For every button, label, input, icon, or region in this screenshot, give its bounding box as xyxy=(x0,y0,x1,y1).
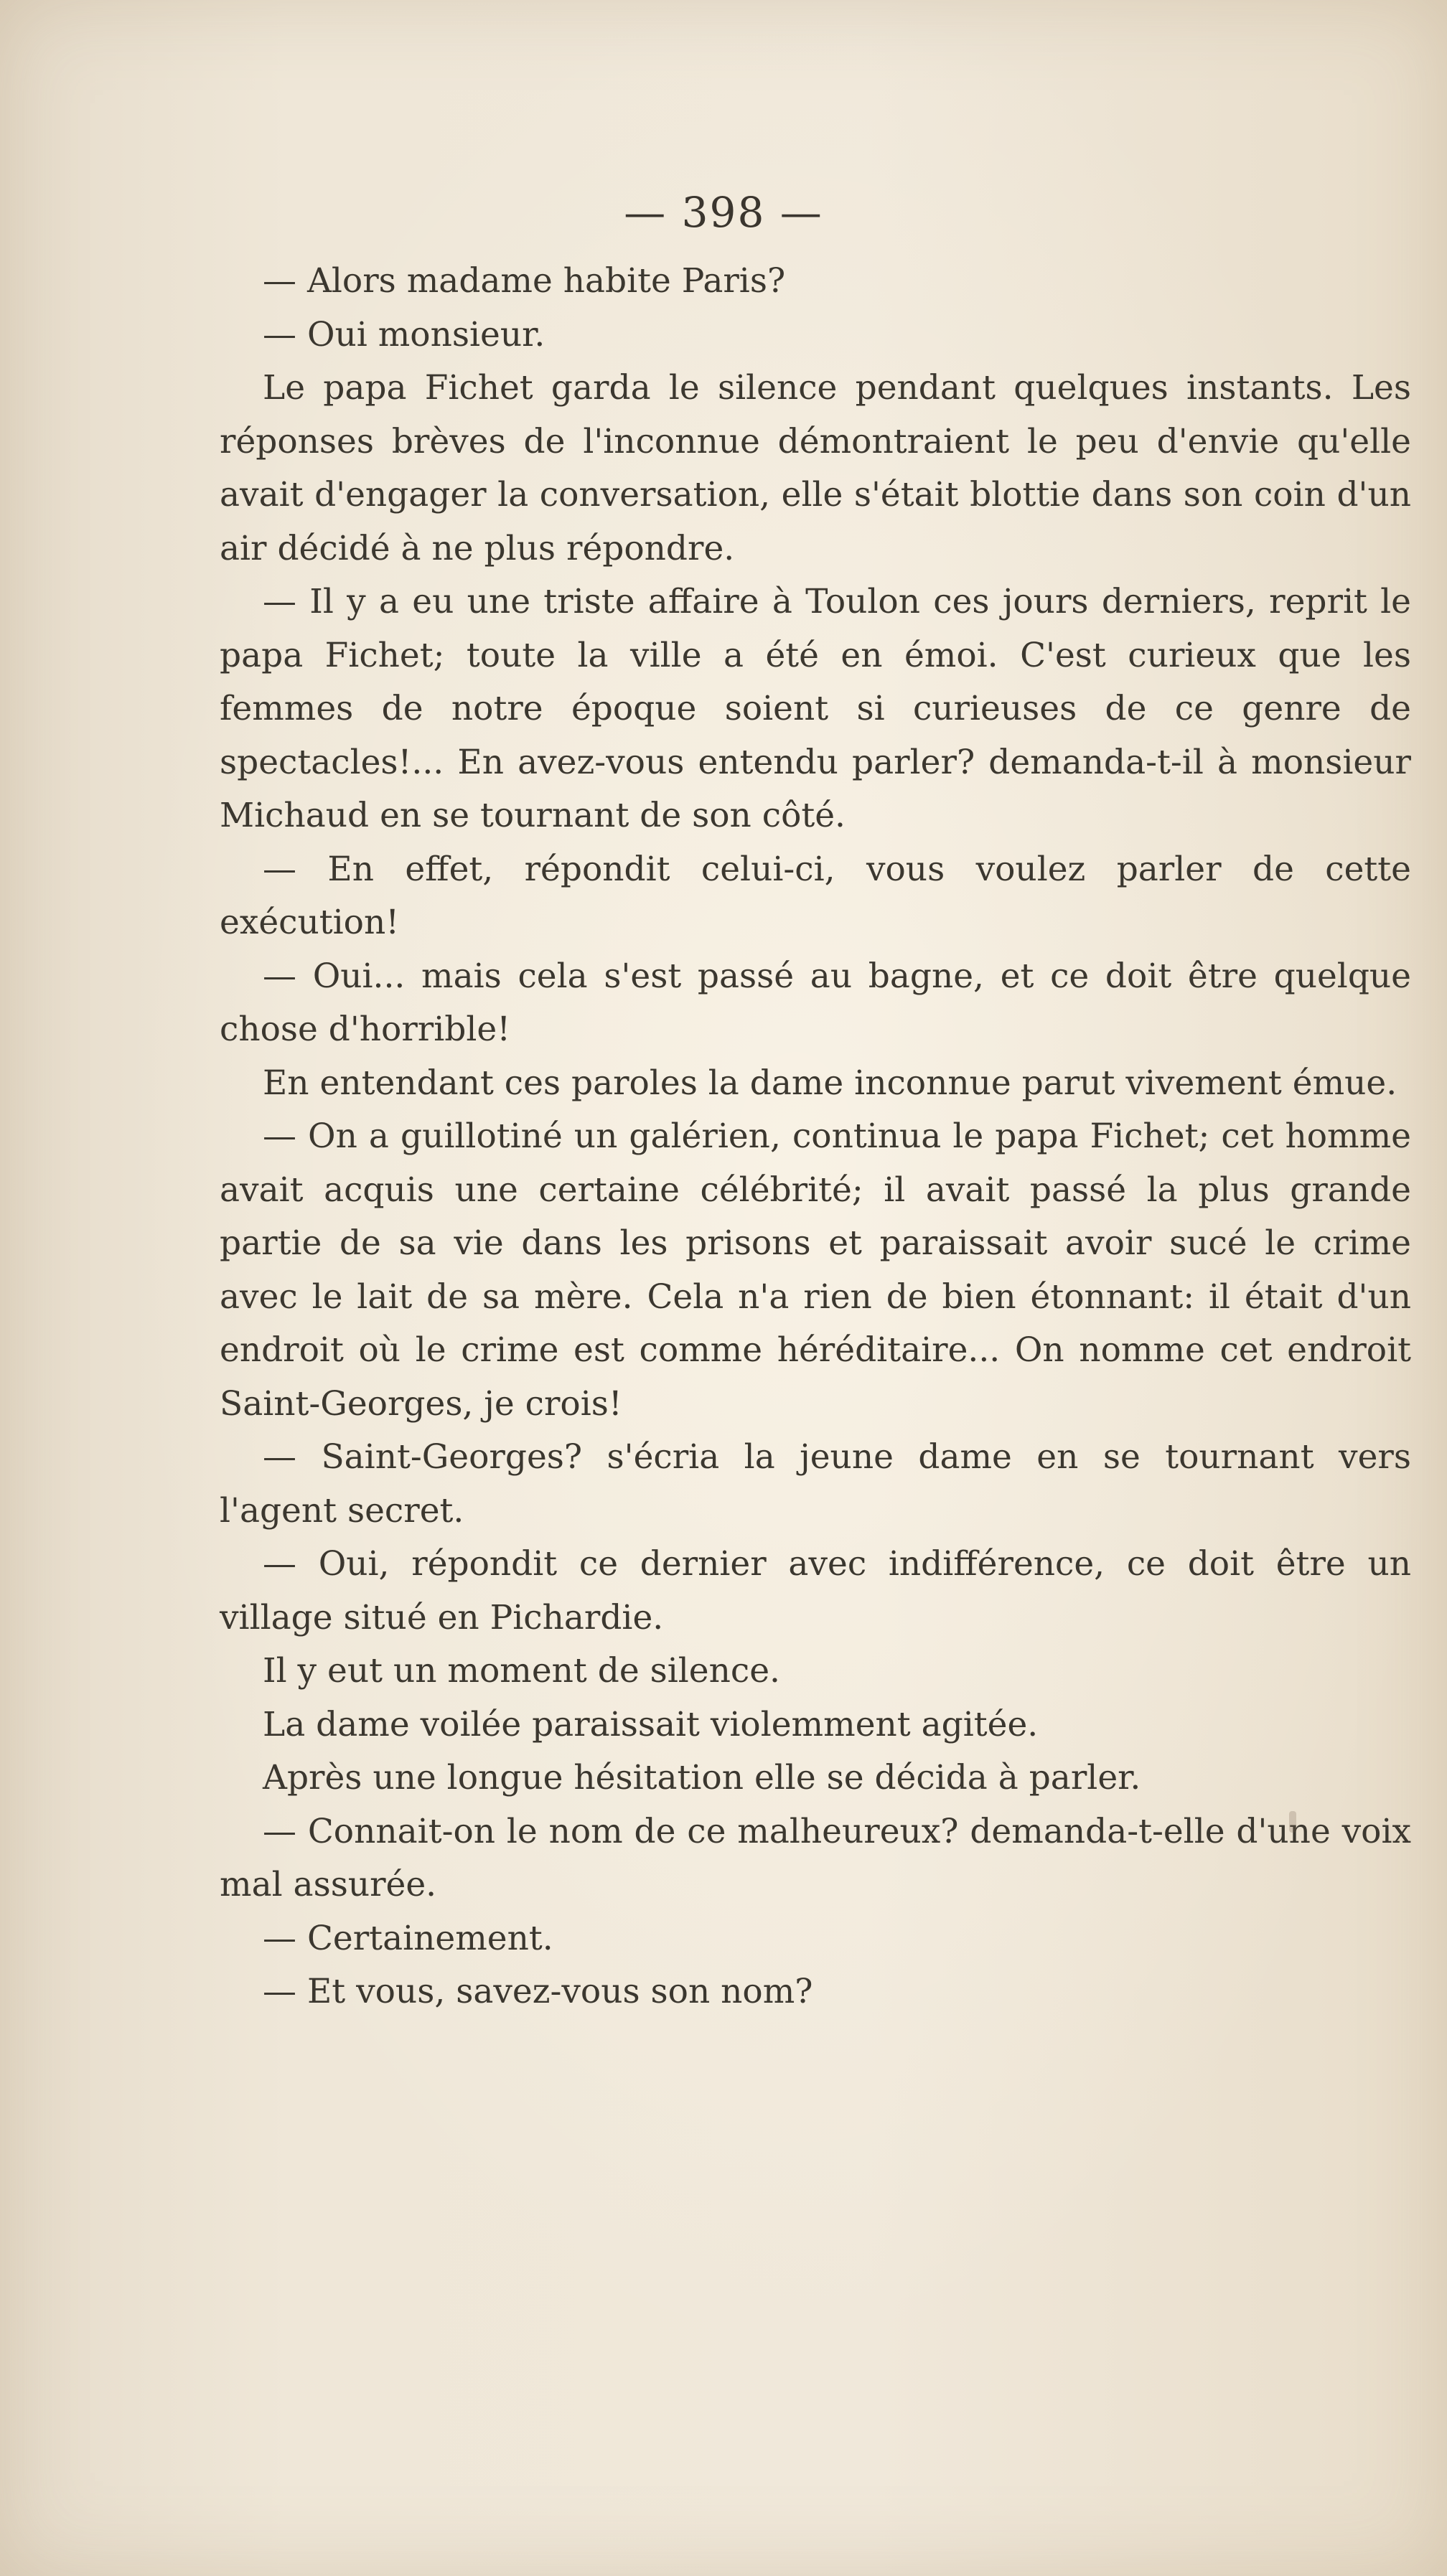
paragraph: Après une longue hésitation elle se décida à parler. xyxy=(263,1758,1141,1797)
paragraph: — Certainement. xyxy=(263,1918,553,1958)
paragraph: — En effet, répondit celui-ci, vous voulez parler de cette exécution! xyxy=(220,849,1411,942)
paragraph: — Alors madame habite Paris? xyxy=(263,261,786,301)
body-text xyxy=(220,255,1411,2019)
paragraph: — On a guillotiné un galérien, continua le papa Fichet; cet homme avait acquis une certaine célébrité; il avait passé la plus grande partie de sa vie dans les prisons et paraissait avoir sucé le crime avec le lait de sa mère. Cela n'a rien de bien étonnant: il était d'un endroit où le crime est comme héréditaire... On nomme cet endroit Saint-Georges, je crois! xyxy=(220,1117,1411,1424)
paragraph: En entendant ces paroles la dame inconnue parut vivement émue. xyxy=(263,1063,1397,1103)
paragraph: Le papa Fichet garda le silence pendant quelques instants. Les réponses brèves de l'inconnue démontraient le peu d'envie qu'elle avait d'engager la conversation, elle s'était blottie dans son coin d'un air décidé à ne plus répondre. xyxy=(220,368,1411,568)
paragraph: — Oui monsieur. xyxy=(263,314,545,354)
ink-smudge xyxy=(1289,1811,1296,1833)
paragraph: — Oui... mais cela s'est passé au bagne, et ce doit être quelque chose d'horrible! xyxy=(220,956,1411,1049)
paragraph: — Il y a eu une triste affaire à Toulon ces jours derniers, reprit le papa Fichet; toute la ville a été en émoi. C'est curieux que les femmes de notre époque soient si curieuses de ce genre de spectacles!... En avez-vous entendu parler? demanda-t-il à monsieur Michaud en se tournant de son côté. xyxy=(220,582,1411,835)
paragraph: — Et vous, savez-vous son nom? xyxy=(263,1972,813,2011)
page-number: — 398 — xyxy=(624,188,823,237)
paragraph: — Connait-on le nom de ce malheureux? demanda-t-elle d'une voix mal assurée. xyxy=(220,1811,1411,1904)
paragraph: Il y eut un moment de silence. xyxy=(263,1651,780,1691)
paragraph: La dame voilée paraissait violemment agitée. xyxy=(263,1704,1039,1744)
paragraph: — Saint-Georges? s'écria la jeune dame en se tournant vers l'agent secret. xyxy=(220,1437,1411,1531)
paragraph: — Oui, répondit ce dernier avec indifférence, ce doit être un village situé en Pichardie. xyxy=(220,1544,1411,1637)
